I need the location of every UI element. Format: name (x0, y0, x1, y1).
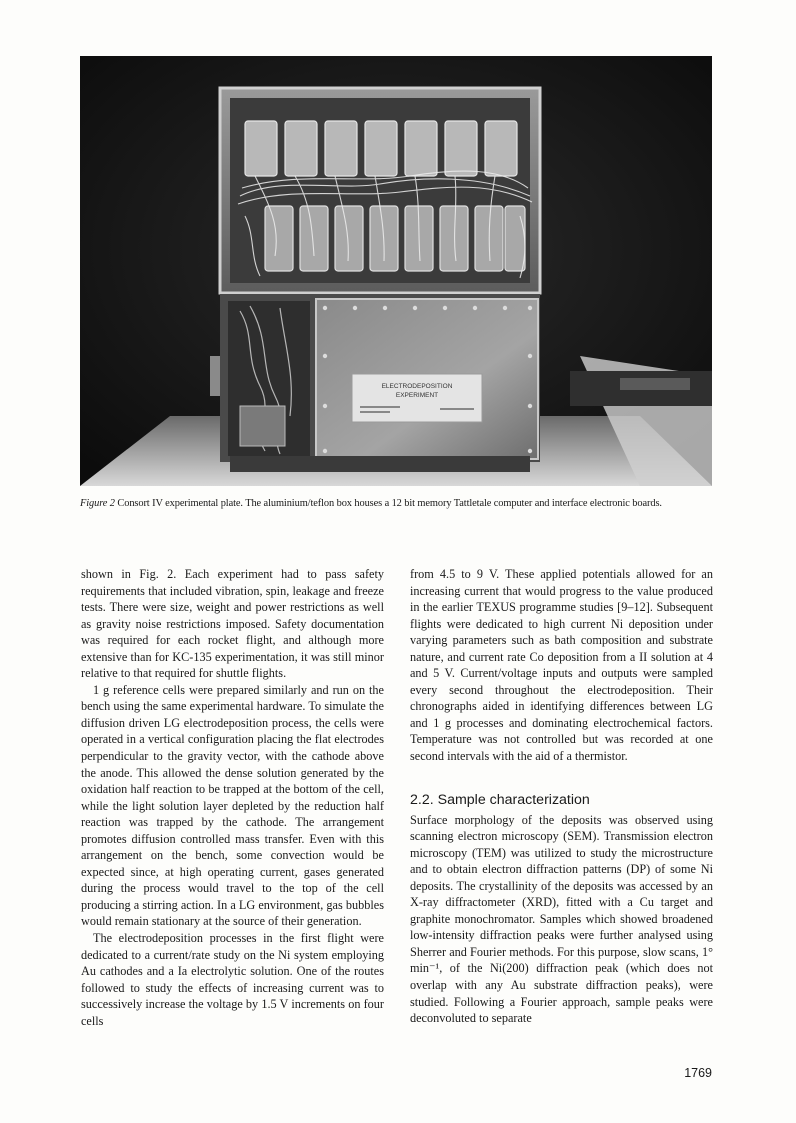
paragraph: Surface morphology of the deposits was observed using scanning electron microscopy (SEM). Transmission electron microscopy (TEM) was utilized to study the microstructure and to obtain electron diffraction patterns (DP) of some Ni deposits. The crystallinity of the deposits was accessed by an X-ray diffractometer (XRD), fitted with a Cu target and graphite monochromator. Samples which showed broadened low-intensity diffraction peaks were further analysed using Sherrer and Fourier methods. For this purpose, slow scans, 1° min⁻¹, of the Ni(200) diffraction peak (which does not overlap with any Au substrate diffraction peaks), were studied. Following a Fourier approach, sample peaks were deconvoluted to separate (410, 812, 713, 1026)
right-column (410, 566, 713, 1027)
paragraph: 1 g reference cells were prepared similarly and run on the bench using the same experimental hardware. To simulate the diffusion driven LG electrodeposition process, the cells were operated in a vertical configuration placing the flat electrodes perpendicular to the gravity vector, with the cathode above the anode. This allowed the dense solution generated by the oxidation half reaction to be trapped at the bottom of the cell, while the light solution layer depleted by the reduction half reaction was trapped by the cathode. The arrangement promotes diffusion controlled mass transfer. Even with this arrangement on the bench, some convection would be expected since, at high operating current, gases generated during the process would travel to the top of the cell producing a stirring action. In a LG environment, gas bubbles would remain stationary at the source of their generation. (81, 682, 384, 929)
page-number: 1769 (684, 1066, 712, 1080)
left-column (81, 566, 384, 1029)
experiment-plate-photo (80, 56, 712, 486)
photo-label-line1: ELECTRODEPOSITION (381, 383, 453, 390)
figure-photo (80, 56, 712, 486)
figure-caption (80, 497, 712, 511)
paragraph: from 4.5 to 9 V. These applied potentials allowed for an increasing current that would progress to the value produced in the earlier TEXUS programme studies [9–12]. Subsequent flights were dedicated to high current Ni deposition under varying parameters such as bath composition and substrate nature, and current rate Co deposition from a II solution at 4 and 5 V. Current/voltage inputs and outputs were sampled every second throughout the electrodeposition. Their chronographs aided in identifying differences between LG and 1 g processes and dominating electrochemical factors. Temperature was not controlled but was recorded at one second intervals with the aid of a thermistor. (410, 567, 713, 764)
photo-label-line2: EXPERIMENT (395, 392, 439, 399)
paragraph: shown in Fig. 2. Each experiment had to pass safety requirements that included vibration, spin, leakage and freeze tests. There were size, weight and power restrictions as well as gravity noise restrictions imposed. Safety documentation was required for each rocket flight, and although more extensive than for KC-135 experimentation, it was still minor relative to that required for shuttle flights. (81, 567, 384, 681)
figure-label: Figure 2 (80, 498, 115, 509)
paragraph: The electrodeposition processes in the first flight were dedicated to a current/rate study on the Ni system employing Au cathodes and a Ia electrolytic solution. One of the routes followed to study the effects of increasing current was to successively increase the voltage by 1.5 V increments on four cells (81, 931, 384, 1028)
section-heading: 2.2. Sample characterization (410, 791, 590, 808)
figure-caption-text: Consort IV experimental plate. The aluminium/teflon box houses a 12 bit memory Tattletale computer and interface electronic boards. (114, 498, 662, 509)
